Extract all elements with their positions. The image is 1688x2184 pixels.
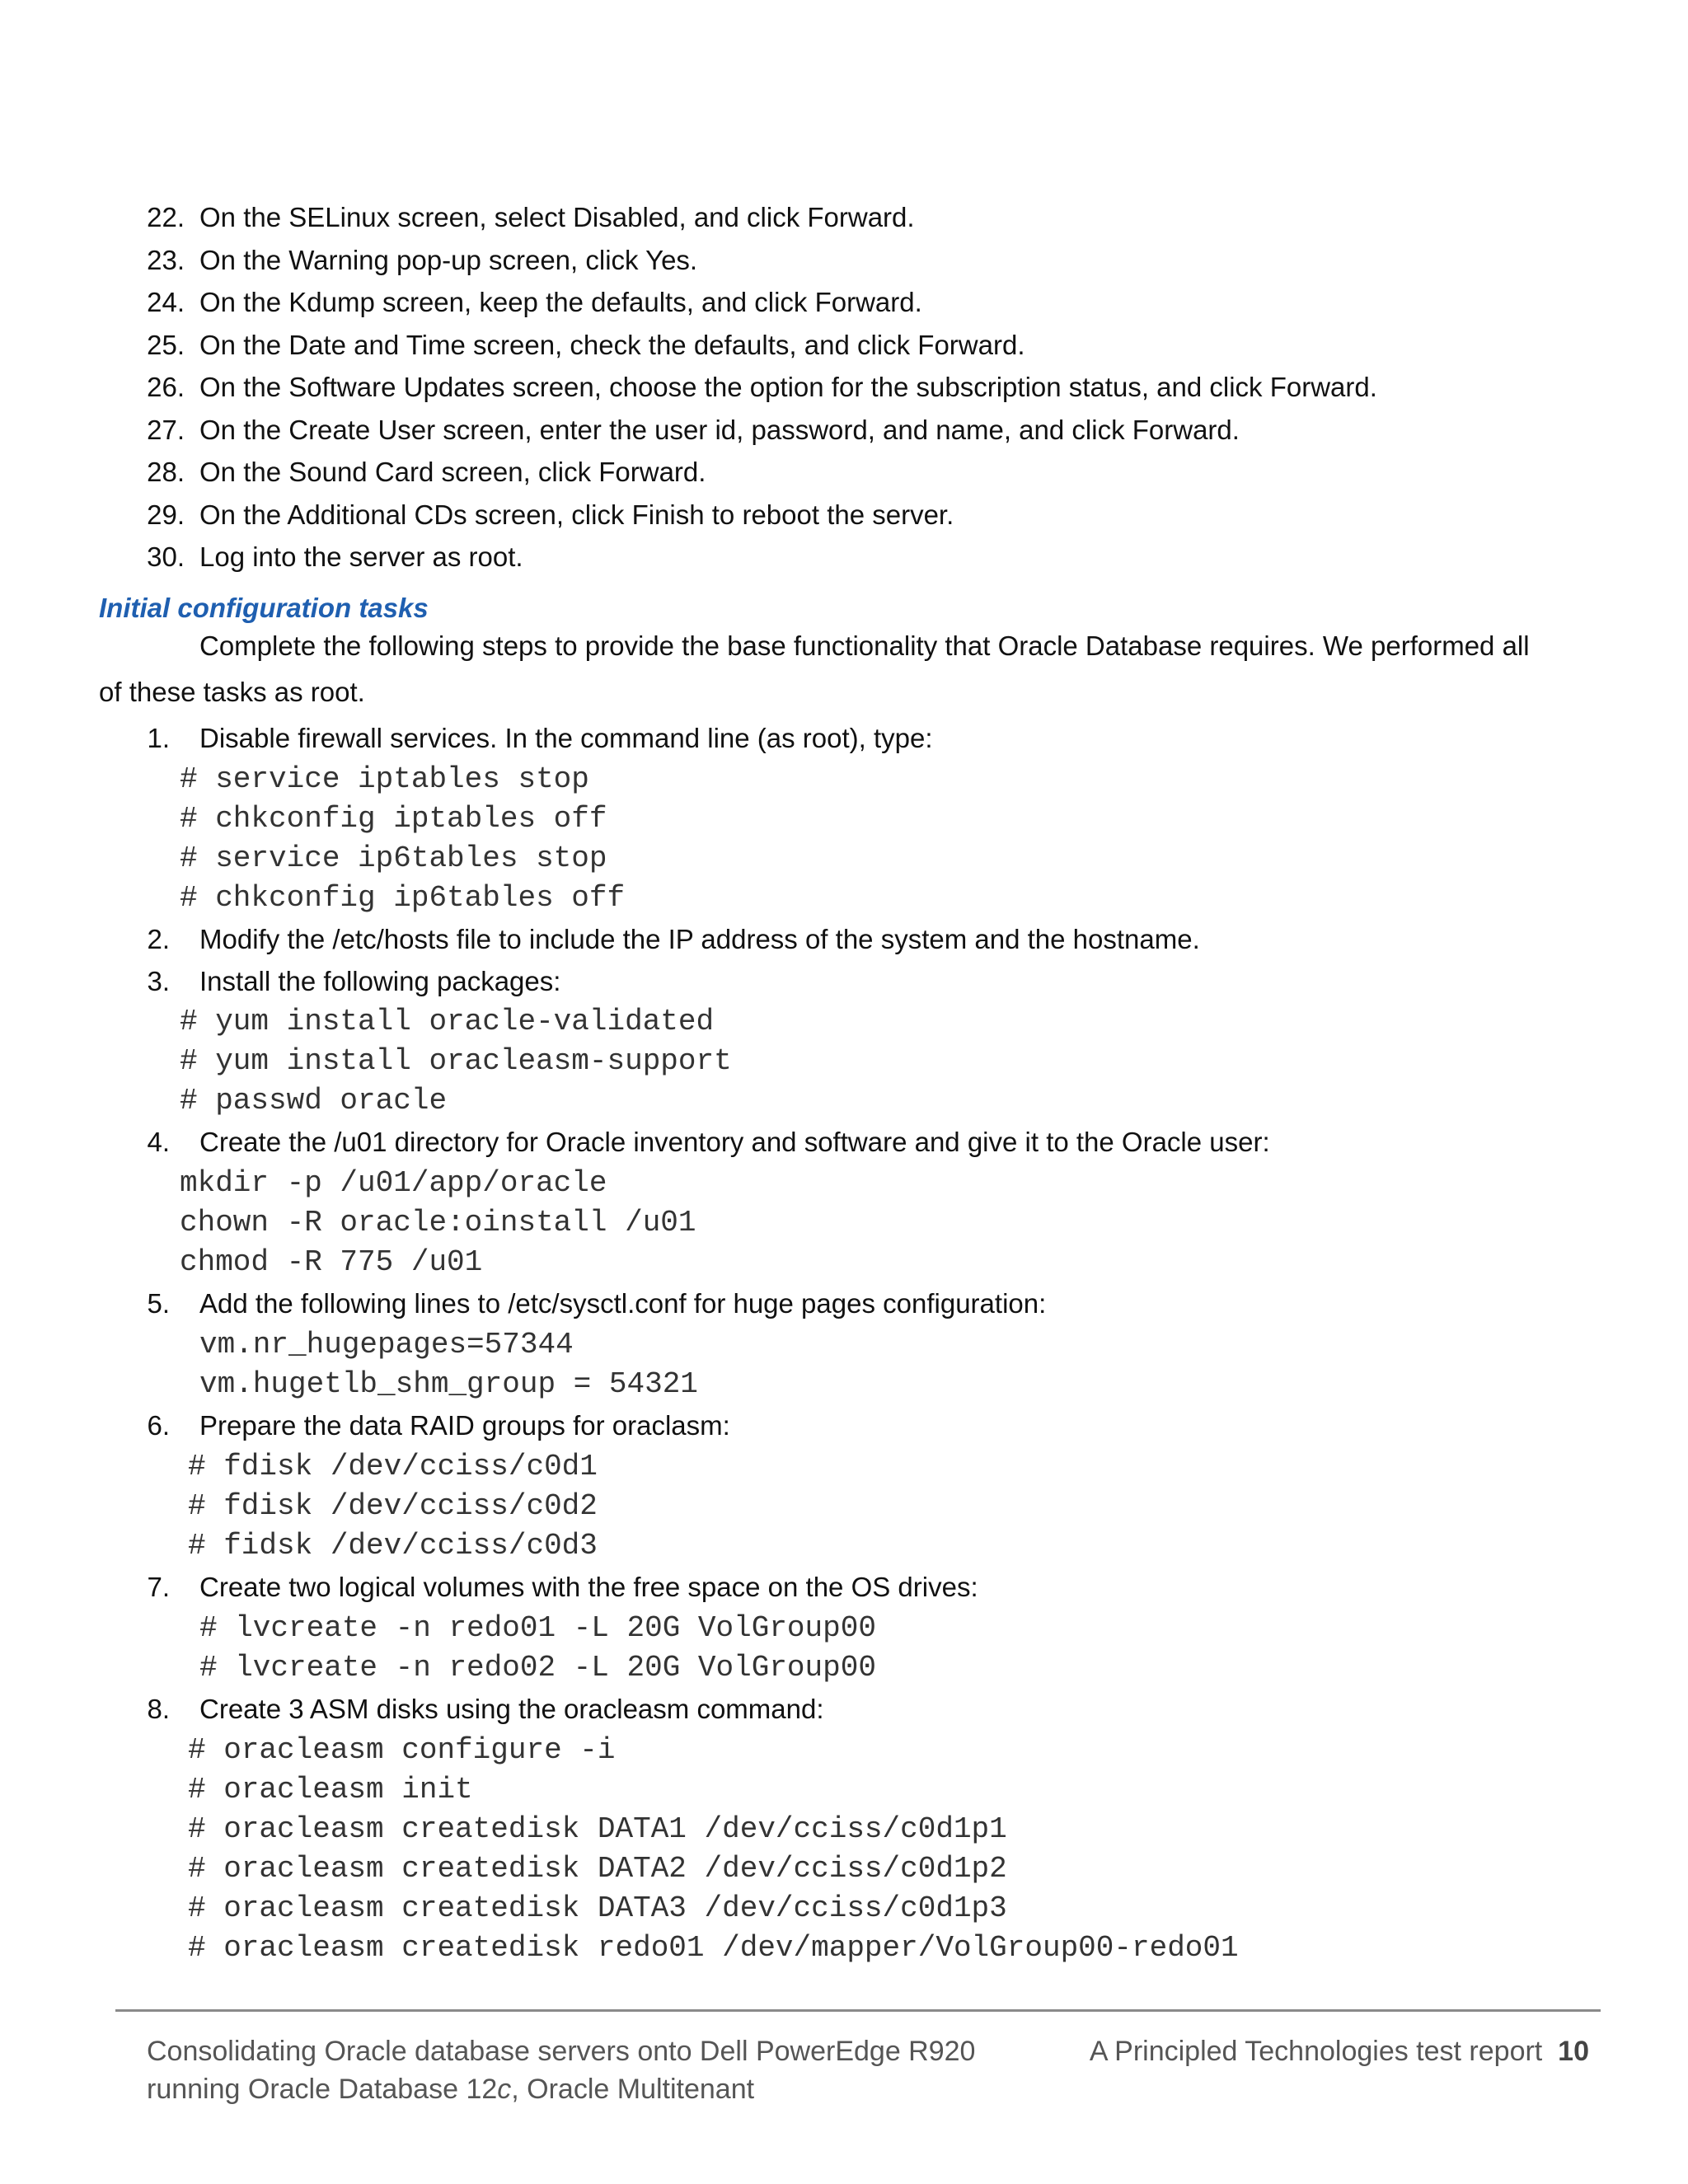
- step-text: Create the /u01 directory for Oracle inventory and software and give it to the Oracle user:: [199, 1127, 1270, 1157]
- code-line: # oracleasm configure -i: [188, 1733, 616, 1767]
- step-text: On the Additional CDs screen, click Finish to reboot the server.: [199, 499, 954, 530]
- step-text: Modify the /etc/hosts file to include the IP address of the system and the hostname.: [199, 924, 1200, 954]
- code-line: # service ip6tables stop: [180, 841, 607, 875]
- code-line: # yum install oracle-validated: [180, 1005, 715, 1038]
- page-number: 10: [1558, 2036, 1589, 2067]
- step-number: 22.: [147, 202, 185, 232]
- step-number: 26.: [147, 372, 185, 402]
- step-number: 29.: [147, 499, 185, 530]
- code-line: # chkconfig iptables off: [180, 802, 607, 836]
- step-number: 30.: [147, 541, 185, 572]
- code-line: # lvcreate -n redo01 -L 20G VolGroup00: [199, 1611, 876, 1645]
- step-text: On the Warning pop-up screen, click Yes.: [199, 245, 698, 275]
- step-text: On the Create User screen, enter the user id, password, and name, and click Forward.: [199, 415, 1240, 445]
- step-text: Add the following lines to /etc/sysctl.conf for huge pages configuration:: [199, 1288, 1047, 1319]
- code-line: # fdisk /dev/cciss/c0d2: [188, 1489, 598, 1523]
- code-line: chown -R oracle:oinstall /u01: [180, 1206, 696, 1240]
- code-line: # lvcreate -n redo02 -L 20G VolGroup00: [199, 1651, 876, 1685]
- code-line: # yum install oracleasm-support: [180, 1044, 732, 1078]
- step-number: 28.: [147, 457, 185, 487]
- footer-title-line2: [147, 2070, 754, 2108]
- step-number: 1.: [147, 723, 170, 753]
- step-number: 3.: [147, 966, 170, 996]
- step-text: Log into the server as root.: [199, 541, 523, 572]
- step-number: 25.: [147, 330, 185, 360]
- intro-paragraph-line: Complete the following steps to provide the base functionality that Oracle Database requires. We performed all: [199, 630, 1530, 661]
- report-label-text: A Principled Technologies test report: [1089, 2036, 1543, 2067]
- code-line: # oracleasm createdisk redo01 /dev/mapper/VolGroup00-redo01: [188, 1931, 1239, 1965]
- code-line: # passwd oracle: [180, 1084, 448, 1118]
- code-line: vm.nr_hugepages=57344: [199, 1328, 574, 1361]
- step-number: 7.: [147, 1572, 170, 1602]
- step-text: Create 3 ASM disks using the oracleasm command:: [199, 1694, 824, 1724]
- footer-title-italic: c: [497, 2074, 512, 2105]
- step-text: On the Software Updates screen, choose the option for the subscription status, and click Forward.: [199, 372, 1377, 402]
- code-line: chmod -R 775 /u01: [180, 1245, 483, 1279]
- step-number: 6.: [147, 1410, 170, 1441]
- footer-divider: [115, 2009, 1601, 2012]
- code-line: # oracleasm createdisk DATA3 /dev/cciss/c0d1p3: [188, 1891, 1007, 1925]
- code-line: vm.hugetlb_shm_group = 54321: [199, 1367, 698, 1401]
- intro-paragraph-line: of these tasks as root.: [99, 677, 365, 707]
- footer-title-line1: Consolidating Oracle database servers onto Dell PowerEdge R920: [147, 2036, 976, 2067]
- step-number: 2.: [147, 924, 170, 954]
- step-text: Create two logical volumes with the free space on the OS drives:: [199, 1572, 978, 1602]
- footer-report-label: [1090, 2032, 1589, 2070]
- step-number: 4.: [147, 1127, 170, 1157]
- step-text: Install the following packages:: [199, 966, 561, 996]
- step-text: On the Kdump screen, keep the defaults, and click Forward.: [199, 287, 922, 317]
- step-number: 27.: [147, 415, 185, 445]
- code-line: # oracleasm createdisk DATA1 /dev/cciss/c0d1p1: [188, 1812, 1007, 1846]
- step-number: 23.: [147, 245, 185, 275]
- step-text: Disable firewall services. In the command line (as root), type:: [199, 723, 933, 753]
- code-line: # fdisk /dev/cciss/c0d1: [188, 1450, 598, 1483]
- step-number: 8.: [147, 1694, 170, 1724]
- step-text: Prepare the data RAID groups for oraclasm:: [199, 1410, 730, 1441]
- step-text: On the Date and Time screen, check the defaults, and click Forward.: [199, 330, 1025, 360]
- footer-title-text: running Oracle Database 12: [147, 2074, 498, 2105]
- code-line: mkdir -p /u01/app/oracle: [180, 1166, 607, 1200]
- step-text: On the Sound Card screen, click Forward.: [199, 457, 706, 487]
- step-number: 24.: [147, 287, 185, 317]
- code-line: # fidsk /dev/cciss/c0d3: [188, 1529, 598, 1563]
- code-line: # oracleasm init: [188, 1773, 473, 1807]
- step-text: On the SELinux screen, select Disabled, and click Forward.: [199, 202, 915, 232]
- step-number: 5.: [147, 1288, 170, 1319]
- section-heading: Initial configuration tasks: [99, 593, 429, 623]
- code-line: # chkconfig ip6tables off: [180, 881, 626, 915]
- code-line: # oracleasm createdisk DATA2 /dev/cciss/c0d1p2: [188, 1852, 1007, 1886]
- code-line: # service iptables stop: [180, 762, 589, 796]
- footer-title-text: , Oracle Multitenant: [511, 2074, 755, 2105]
